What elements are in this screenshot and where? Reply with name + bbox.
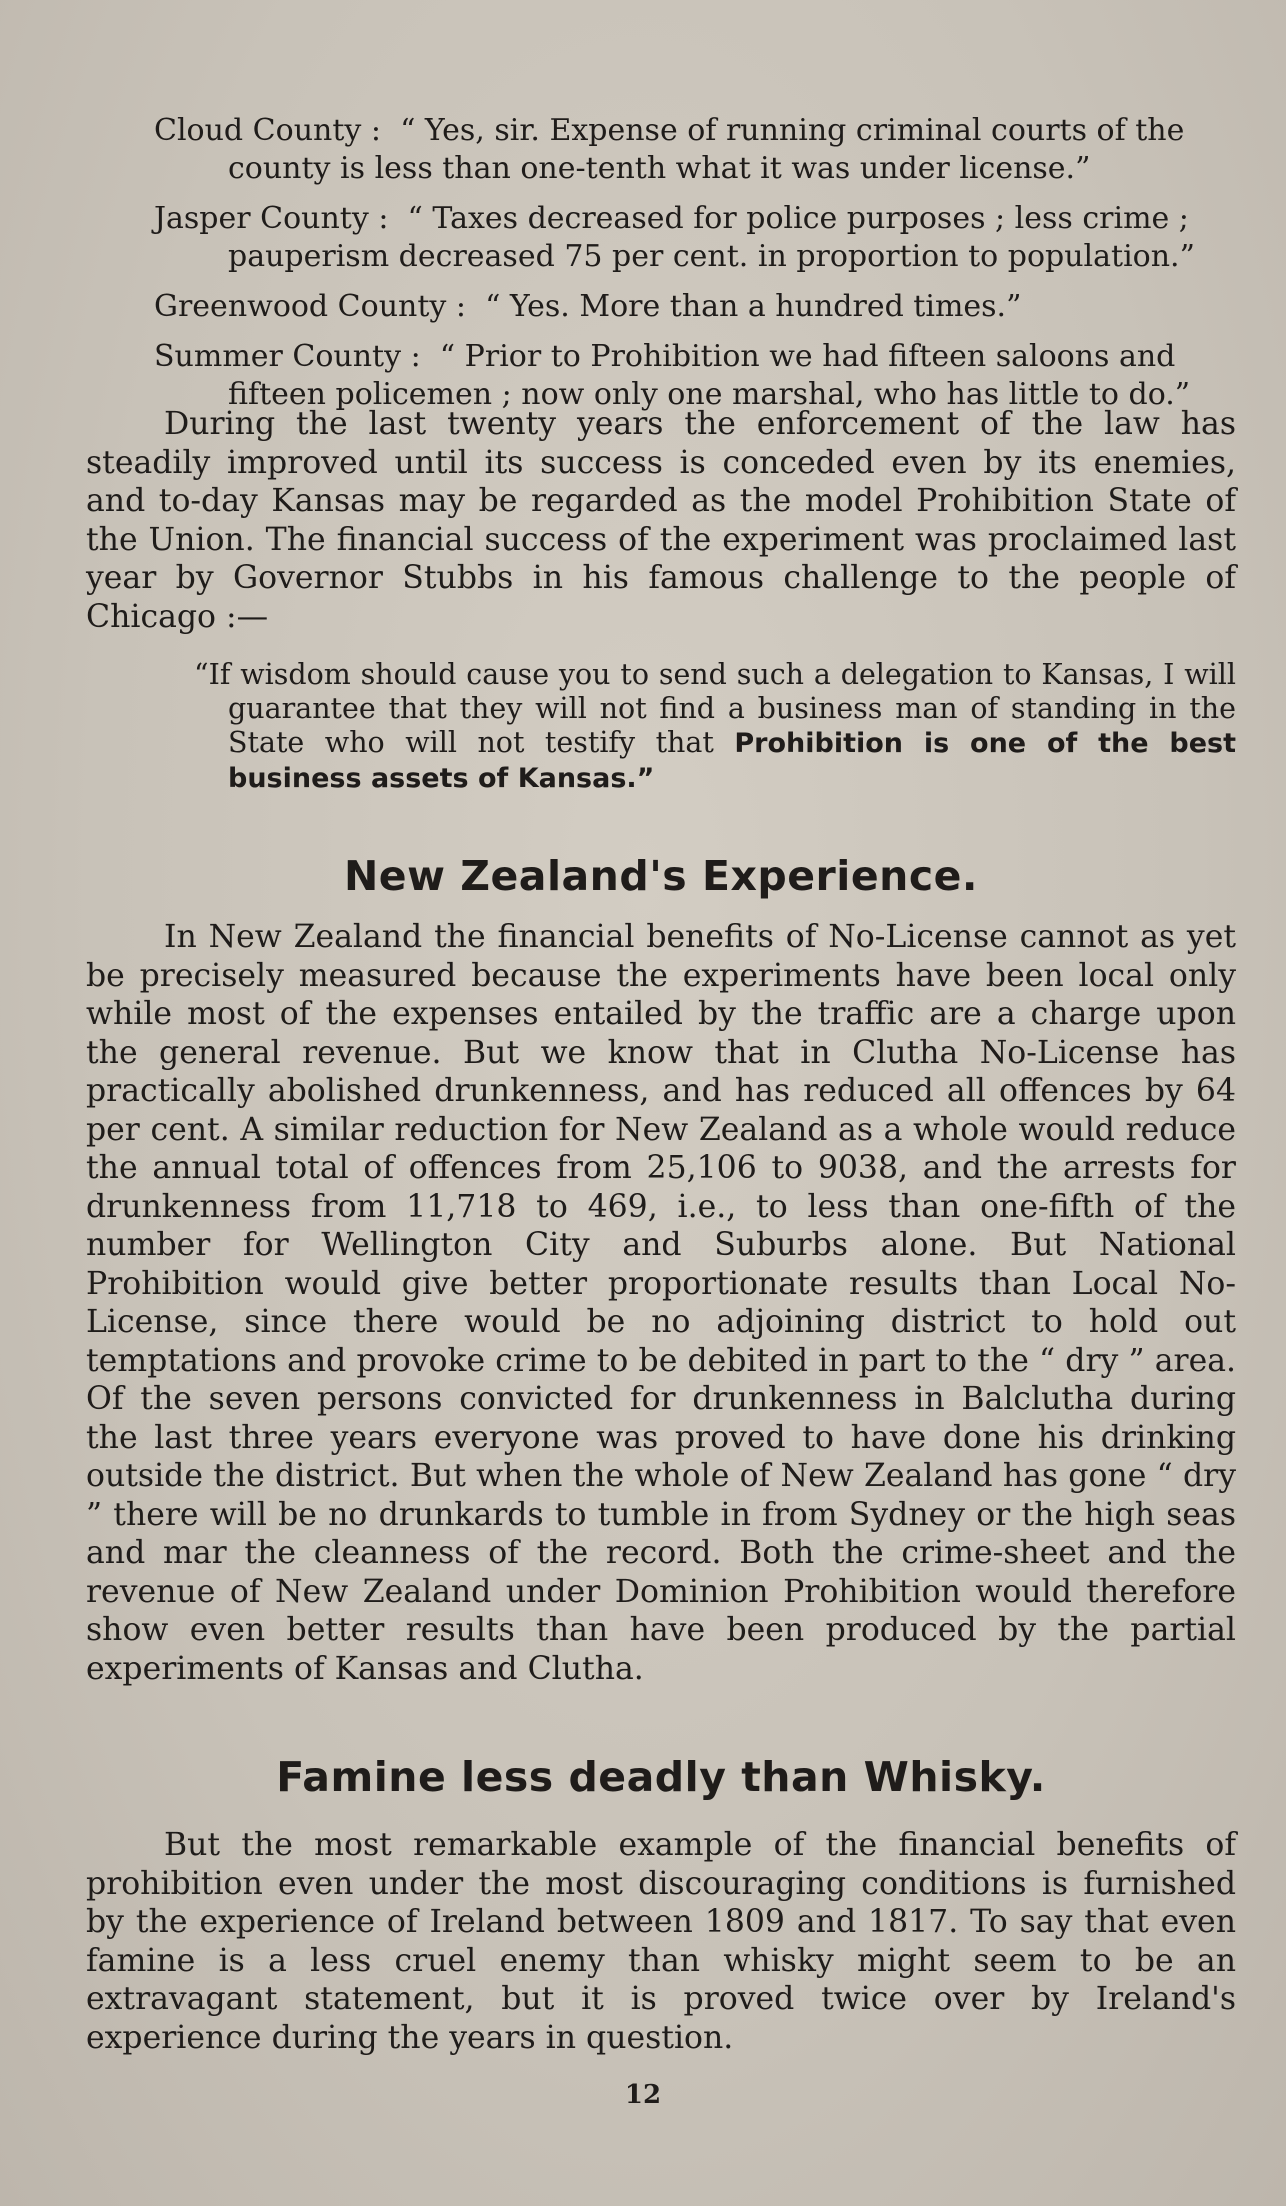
testimony-cloud-county: [86, 112, 1236, 188]
testimony-text: “ Prior to Prohibition we had fifteen saloons and fifteen policemen ; now only one marshal, who has little to do.”: [228, 339, 1191, 412]
page-number: 12: [624, 2080, 662, 2110]
testimony-greenwood-county: [86, 288, 1236, 326]
testimony-summer-county: [86, 338, 1236, 414]
testimony-text: “ Yes, sir. Expense of running criminal courts of the county is less than one-tenth what it was under license.”: [228, 113, 1185, 186]
quote-emphasis: Prohibition is one of the best business assets of Kansas.”: [228, 728, 1236, 794]
stubbs-quote: [86, 658, 1236, 796]
nz-section: [86, 918, 1236, 1688]
kansas-paragraph: During the last twenty years the enforcement of the law has steadily improved until its success is conceded even by its enemies, and to-day Kansas may be regarded as the model Prohibition State of the Union. The financial success of the experiment was proclaimed last year by Governor Stubbs in his famous challenge to the people of Chicago :—: [86, 406, 1236, 635]
section-heading-new-zealand: New Zealand's Experience.: [343, 852, 979, 900]
county-name: Greenwood County :: [154, 289, 466, 324]
county-name: Cloud County :: [154, 113, 381, 148]
section-heading-famine: Famine less deadly than Whisky.: [276, 1753, 1046, 1801]
testimony-jasper-county: [86, 200, 1236, 276]
quote-text: “If wisdom should cause you to send such a delegation to Kansas, I will guarantee that they will not find a business man of standing in the State who will not testify that: [194, 658, 1236, 759]
testimony-text: “ Yes. More than a hundred times.”: [485, 289, 1022, 324]
testimonies-block: [86, 112, 1236, 426]
famine-section: [86, 1826, 1236, 2057]
testimony-text: “ Taxes decreased for police purposes ; less crime ; pauperism decreased 75 per cent. in proportion to population.”: [228, 201, 1195, 274]
nz-heading-wrap: [86, 852, 1236, 900]
county-name: Summer County :: [154, 339, 421, 374]
kansas-section: [86, 405, 1236, 796]
county-name: Jasper County :: [154, 201, 389, 236]
famine-paragraph: But the most remarkable example of the financial benefits of prohibition even under the most discouraging conditions is furnished by the experience of Ireland between 1809 and 1817. To say that even famine is a less cruel enemy than whisky might seem to be an extravagant statement, but it is proved twice over by Ireland's experience during the years in question.: [86, 1827, 1236, 2056]
famine-heading-wrap: [86, 1753, 1236, 1801]
nz-paragraph: In New Zealand the financial benefits of No-License cannot as yet be precisely measured because the experiments have been local only while most of the expenses entailed by the traffic are a charge upon the general revenue. But we know that in Clutha No-License has practically abolished drunkenness, and has reduced all offences by 64 per cent. A similar reduction for New Zealand as a whole would reduce the annual total of offences from 25,106 to 9038, and the arrests for drunkenness from 11,718 to 469, i.e., to less than one-fifth of the number for Wellington City and Suburbs alone. But National Prohibition would give better proportionate results than Local No-License, since there would be no adjoining district to hold out temptations and provoke crime to be debited in part to the “ dry ” area. Of the seven persons convicted for drunkenness in Balclutha during the last three years everyone was proved to have done his drinking outside the district. But when the whole of New Zealand has gone “ dry ” there will be no drunkards to tumble in from Sydney or the high seas and mar the cleanness of the record. Both the crime-sheet and the revenue of New Zealand under Dominion Prohibition would therefore show even better results than have been produced by the partial experiments of Kansas and Clutha.: [86, 919, 1236, 1687]
